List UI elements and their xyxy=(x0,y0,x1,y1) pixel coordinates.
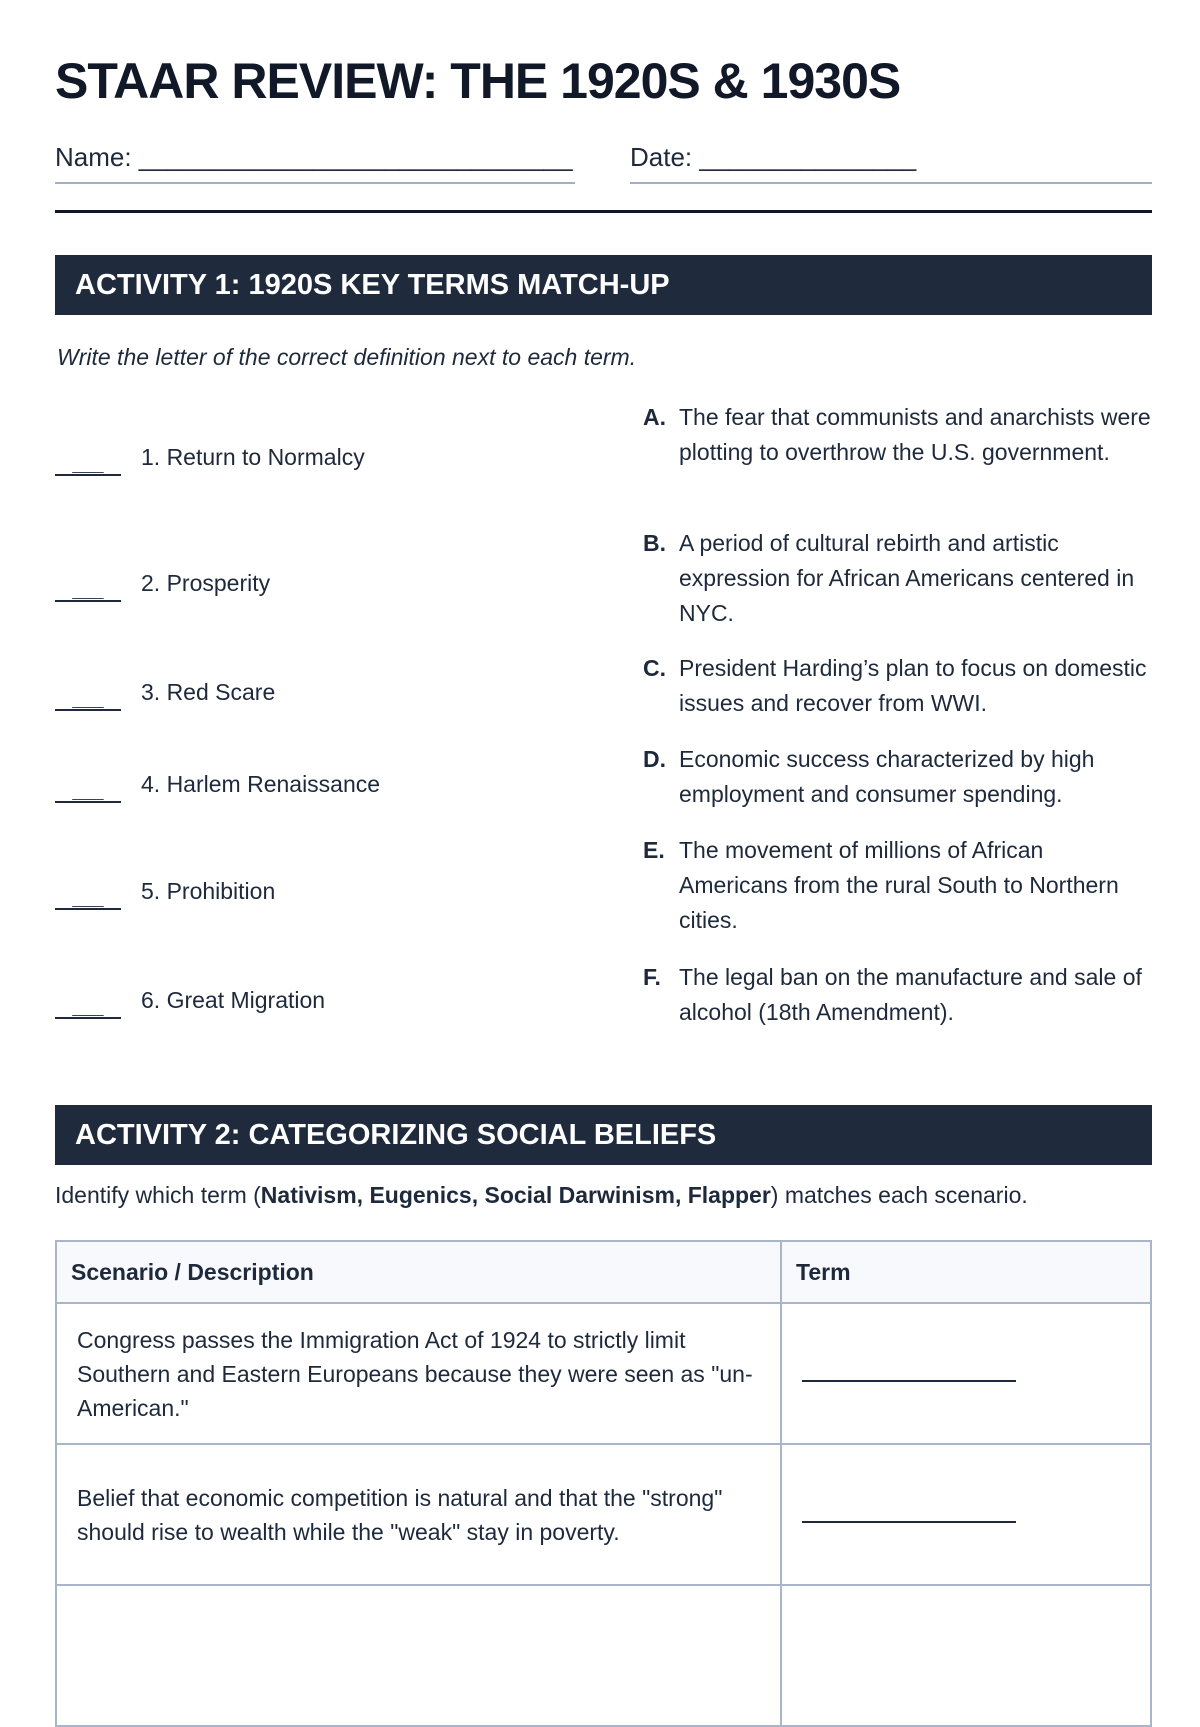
term-cell[interactable] xyxy=(781,1303,1151,1444)
column-header: Scenario / Description xyxy=(56,1241,781,1303)
definition-text: Economic success characterized by high employment and consumer spending. xyxy=(679,746,1095,807)
scenario-cell: Congress passes the Immigration Act of 1924 to strictly limit Southern and Eastern Europeans because they were seen as "un-American." xyxy=(56,1303,781,1444)
activity2-heading: ACTIVITY 2: CATEGORIZING SOCIAL BELIEFS xyxy=(55,1105,1152,1165)
scenario-cell: Belief that economic competition is natural and that the "strong" should rise to wealth while the "weak" stay in poverty. xyxy=(56,1444,781,1585)
term-cell[interactable] xyxy=(781,1444,1151,1585)
table-row xyxy=(56,1303,1151,1444)
match-term xyxy=(55,872,275,910)
divider xyxy=(55,210,1152,213)
page-title: STAAR REVIEW: THE 1920S & 1930S xyxy=(55,53,901,109)
answer-blank[interactable]: ____ xyxy=(55,691,121,711)
definition-letter: E. xyxy=(643,837,665,863)
answer-blank[interactable]: ____ xyxy=(55,999,121,1019)
definition-letter: A. xyxy=(643,404,666,430)
column-header: Term xyxy=(781,1241,1151,1303)
definition-letter: F. xyxy=(643,964,661,990)
definition-item xyxy=(643,526,1153,631)
match-term xyxy=(55,765,380,803)
match-term xyxy=(55,981,325,1019)
activity1-instruction: Write the letter of the correct definition next to each term. xyxy=(57,344,637,370)
term-label: 5. Prohibition xyxy=(141,877,276,904)
name-field[interactable]: Name: ______________________________ xyxy=(55,142,575,184)
term-label: 4. Harlem Renaissance xyxy=(141,770,381,797)
definition-item xyxy=(643,960,1153,1030)
answer-blank[interactable]: ____ xyxy=(55,890,121,910)
term-label: 1. Return to Normalcy xyxy=(141,443,365,470)
match-term xyxy=(55,438,365,476)
scenario-table xyxy=(55,1240,1152,1727)
match-term xyxy=(55,673,275,711)
definition-text: President Harding’s plan to focus on domestic issues and recover from WWI. xyxy=(679,655,1147,716)
answer-blank[interactable] xyxy=(802,1380,1016,1382)
definition-item xyxy=(643,651,1153,721)
term-label: 2. Prosperity xyxy=(141,569,271,596)
definition-item xyxy=(643,742,1153,812)
instruction-terms: Nativism, Eugenics, Social Darwinism, Flapper xyxy=(260,1182,771,1208)
definition-text: The movement of millions of African Americans from the rural South to Northern cities. xyxy=(679,837,1119,933)
definition-letter: B. xyxy=(643,530,666,556)
term-label: 6. Great Migration xyxy=(141,986,326,1013)
answer-blank[interactable]: ____ xyxy=(55,456,121,476)
definition-letter: D. xyxy=(643,746,666,772)
date-field[interactable]: Date: _______________ xyxy=(630,142,1152,184)
answer-blank[interactable]: ____ xyxy=(55,783,121,803)
table-row xyxy=(56,1444,1151,1585)
term-label: 3. Red Scare xyxy=(141,678,276,705)
table-row xyxy=(56,1585,1151,1726)
definition-item xyxy=(643,833,1153,938)
activity1-heading: ACTIVITY 1: 1920S KEY TERMS MATCH-UP xyxy=(55,255,1152,315)
instruction-text: Identify which term ( xyxy=(55,1182,261,1208)
definition-item xyxy=(643,400,1153,470)
answer-blank[interactable]: ____ xyxy=(55,582,121,602)
instruction-text: ) matches each scenario. xyxy=(770,1182,1028,1208)
activity2-instruction xyxy=(55,1182,1028,1209)
definition-text: The fear that communists and anarchists were plotting to overthrow the U.S. government. xyxy=(679,404,1151,465)
answer-blank[interactable] xyxy=(802,1521,1016,1523)
definition-letter: C. xyxy=(643,655,666,681)
match-term xyxy=(55,564,270,602)
definition-text: A period of cultural rebirth and artistic expression for African Americans centered in NYC. xyxy=(679,530,1135,626)
definition-text: The legal ban on the manufacture and sale of alcohol (18th Amendment). xyxy=(679,964,1142,1025)
